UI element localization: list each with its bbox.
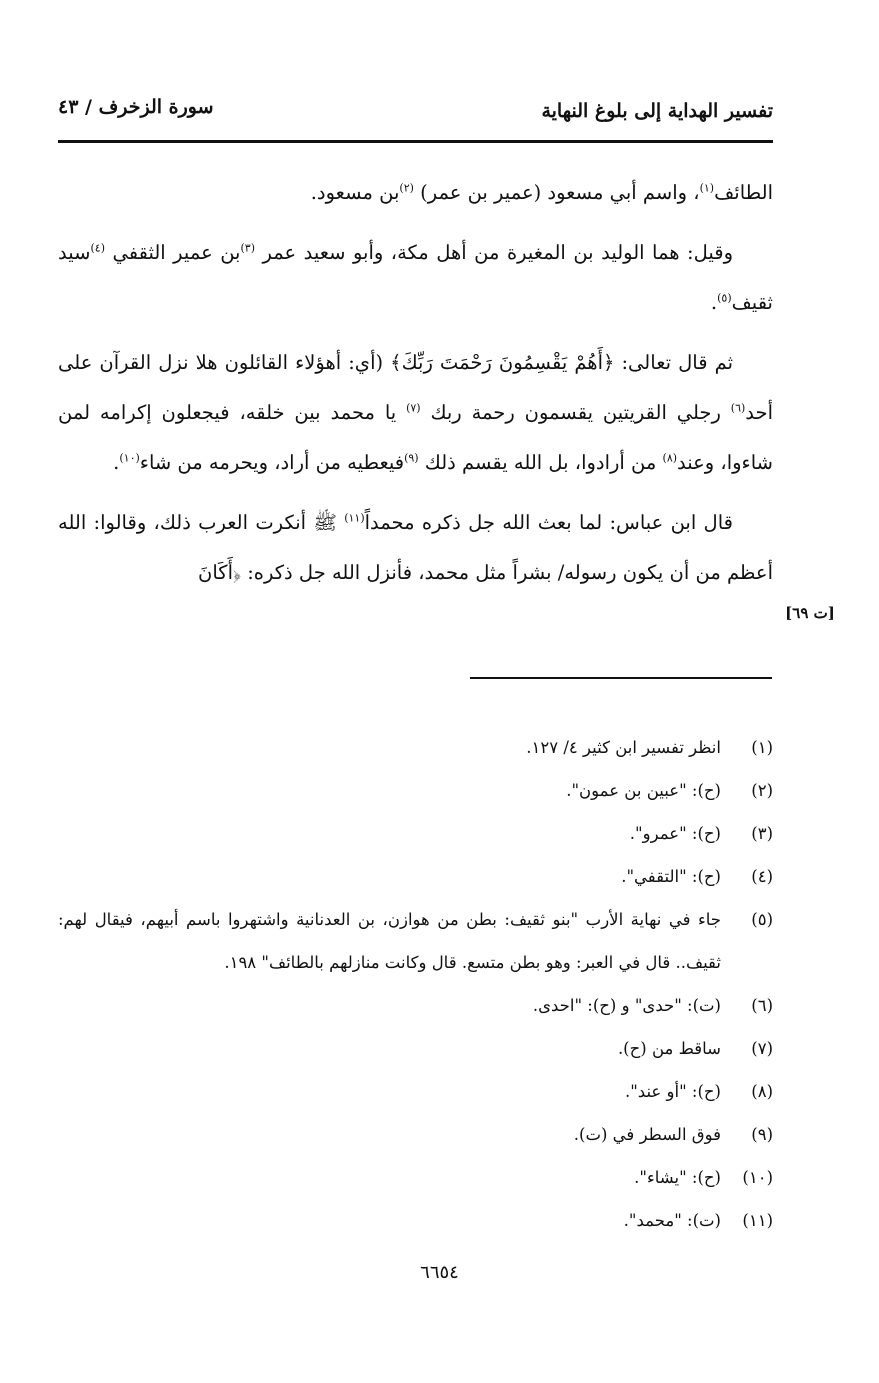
- footnote-text: انظر تفسير ابن كثير ٤/ ١٢٧.: [526, 738, 721, 757]
- running-header: [58, 96, 773, 132]
- footnote-number: (٢): [751, 781, 773, 800]
- footnote-number: (١): [751, 738, 773, 757]
- body-paragraph: الطائف$^{(١)}$، واسم أبي مسعود (عمير بن عمر) $^{(٢)}$بن مسعود.: [310, 181, 773, 204]
- footnote-number: (٤): [751, 867, 773, 886]
- footnote-item: [58, 812, 773, 855]
- body-paragraph: وقيل: هما الوليد بن المغيرة من أهل مكة، وأبو سعيد عمر $^{(٣)}$بن عمير الثقفي $^{(٤)}$سيد ثقيف$^{(٥)}$.: [58, 241, 773, 314]
- body-paragraph: قال ابن عباس: لما بعث الله جل ذكره محمداً$^{(١١)}$ ﷺ أنكرت العرب ذلك، وقالوا: الله أعظم من أن يكون رسوله/ بشراً مثل محمد، فأنزل الله جل ذكره: ﴿أَكَانَ: [58, 511, 773, 584]
- footnote-number: (٣): [751, 824, 773, 843]
- surah-title: سورة الزخرف / ٤٣: [58, 96, 214, 118]
- footnote-number: (٧): [751, 1039, 773, 1058]
- footnote-item: [58, 1113, 773, 1156]
- footnote-text: (ح): "عبين بن عمون".: [566, 781, 721, 800]
- header-rule: [58, 140, 773, 143]
- footnote-text: (ح): "يشاء".: [634, 1168, 721, 1187]
- footnote-number: (٥): [751, 910, 773, 929]
- footnote-item: [58, 855, 773, 898]
- footnote-separator: [470, 677, 772, 679]
- footnote-number: (٦): [751, 996, 773, 1015]
- footnote-number: (٨): [751, 1082, 773, 1101]
- footnotes: [58, 726, 773, 1242]
- footnote-text: جاء في نهاية الأرب "بنو ثقيف: بطن من هوازن، بن العدنانية واشتهروا باسم أبيهم، فيقال لهم: ثقيف.. قال في العبر: وهو بطن متسع. قال وكانت منازلهم بالطائف" ١٩٨.: [58, 910, 721, 972]
- main-text: [58, 168, 773, 608]
- footnote-item: [58, 1199, 773, 1242]
- footnote-item: [58, 769, 773, 812]
- footnote-text: (ح): "أو عند".: [624, 1082, 721, 1101]
- footnote-item: [58, 984, 773, 1027]
- footnote-item: [58, 1156, 773, 1199]
- footnote-item: [58, 726, 773, 769]
- footnote-text: (ت): "محمد".: [623, 1211, 721, 1230]
- footnote-number: (١١): [742, 1211, 773, 1230]
- footnote-item: [58, 1070, 773, 1113]
- book-title: تفسير الهداية إلى بلوغ النهاية: [541, 100, 773, 122]
- footnote-text: فوق السطر في (ت).: [573, 1125, 721, 1144]
- body-paragraph: ثم قال تعالى: ﴿أَهُمْ يَقْسِمُونَ رَحْمَتَ رَبِّكَ﴾ (أي: أهؤلاء القائلون هلا نزل القرآن على أحد$^{(٦)}$ رجلي القريتين يقسمون رحمة ربك $^{(٧)}$ يا محمد بين خلقه، فيجعلون إكرامه لمن شاءوا، وعند$^{(٨)}$ من أرادوا، بل الله يقسم ذلك $^{(٩)}$فيعطيه من أراد، ويحرمه من شاء$^{(١٠)}$.: [58, 351, 773, 474]
- footnote-text: ساقط من (ح).: [617, 1039, 721, 1058]
- footnote-text: (ح): "التقفي".: [621, 867, 721, 886]
- manuscript-folio-marker: [ت ٦٩]: [785, 604, 835, 622]
- page-number: ٦٦٥٤: [420, 1262, 459, 1283]
- footnote-text: (ت): "حدى" و (ح): "احدى.: [532, 996, 721, 1015]
- footnote-number: (٩): [751, 1125, 773, 1144]
- footnote-text: (ح): "عمرو".: [629, 824, 721, 843]
- footnote-item: [58, 1027, 773, 1070]
- footnote-number: (١٠): [742, 1168, 773, 1187]
- footnote-item: [58, 898, 773, 984]
